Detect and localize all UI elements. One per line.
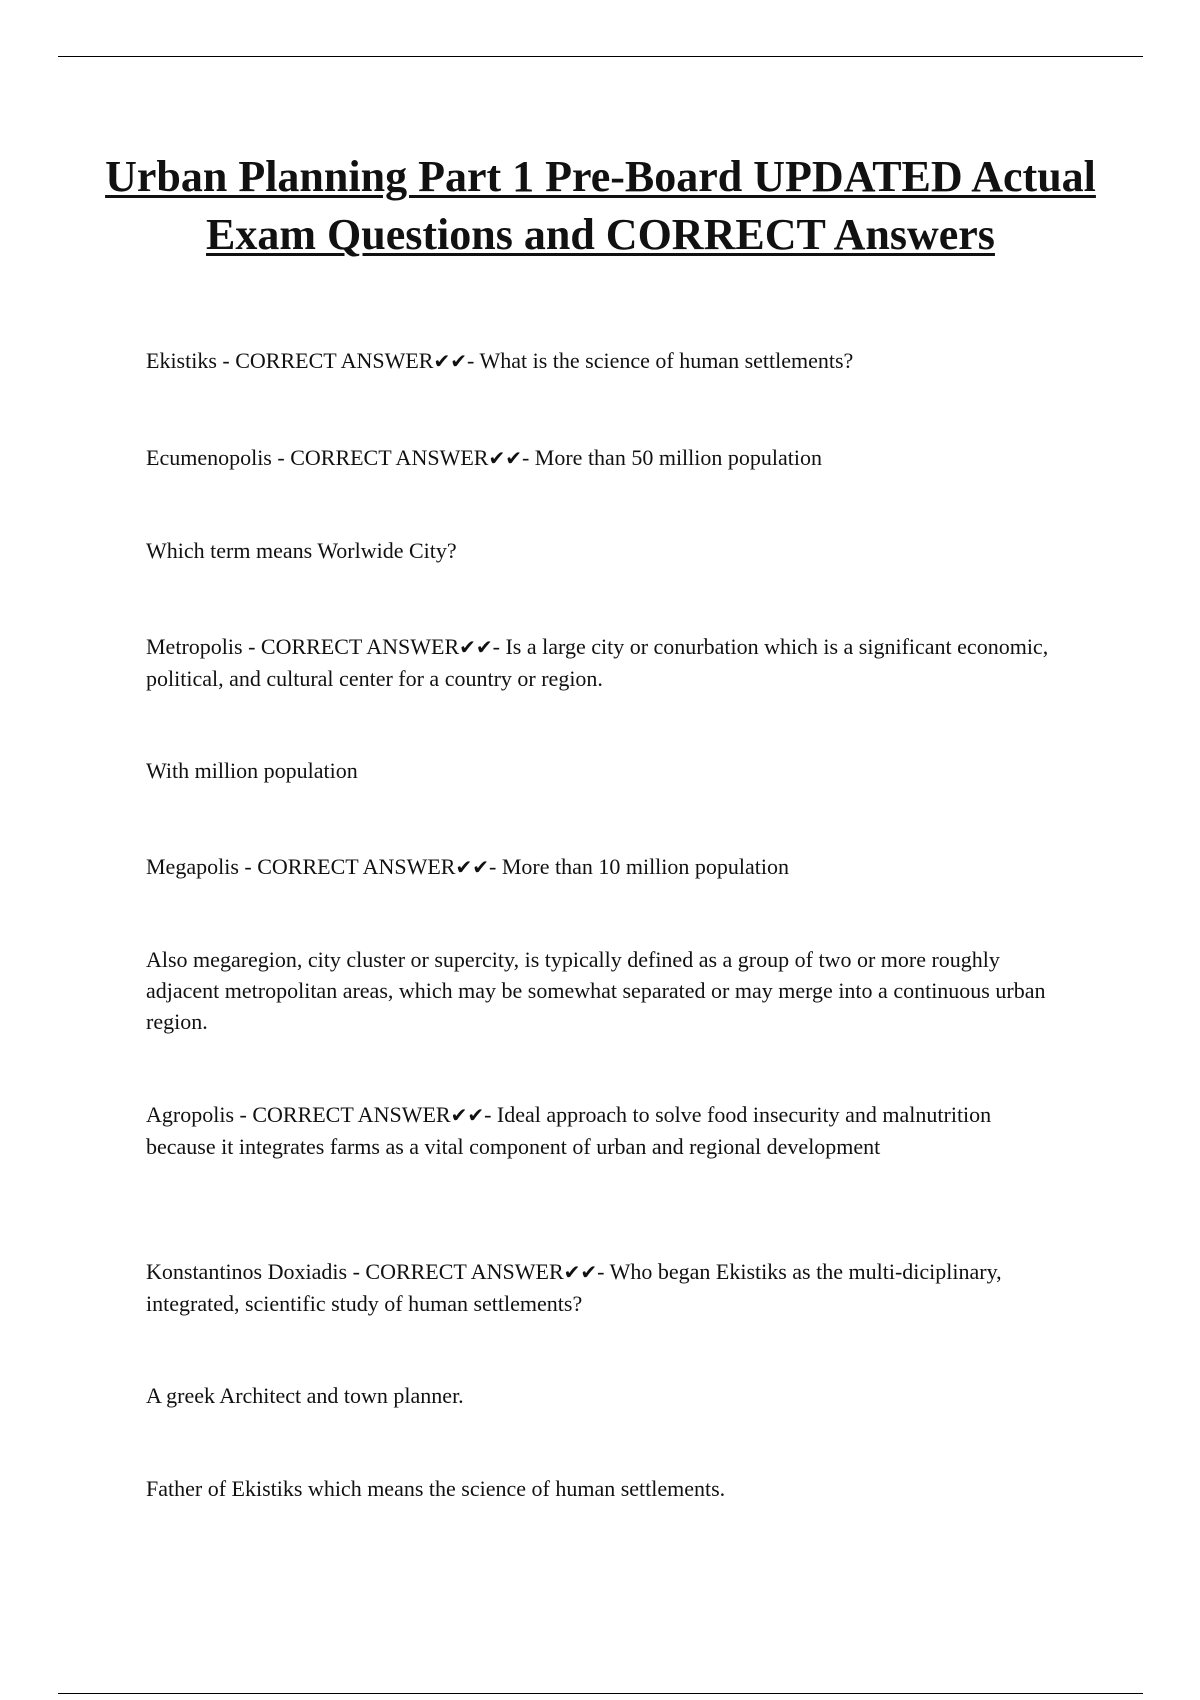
answer-label: CORRECT ANSWER <box>252 1102 451 1127</box>
term: Agropolis <box>146 1102 234 1127</box>
qa-entry-agropolis: Agropolis - CORRECT ANSWER✔✔- Ideal approach to solve food insecurity and malnutrition because it integrates farms as a vital component of urban and regional development <box>146 1102 992 1159</box>
answer-label: CORRECT ANSWER <box>290 445 489 470</box>
term: Ecumenopolis <box>146 445 272 470</box>
note-paragraph: Which term means Worlwide City? <box>146 538 457 563</box>
bottom-rule <box>58 1693 1143 1694</box>
answer-label: CORRECT ANSWER <box>257 854 456 879</box>
note-paragraph: A greek Architect and town planner. <box>146 1383 464 1408</box>
qa-entry-ecumenopolis: Ecumenopolis - CORRECT ANSWER✔✔- More than 50 million population <box>146 445 822 470</box>
definition: More than 10 million population <box>501 854 790 879</box>
note-paragraph: Also megaregion, city cluster or supercity, is typically defined as a group of two or more roughly adjacent metropolitan areas, which may be somewhat separated or may merge into a continuous urban region. <box>146 947 1046 1034</box>
note-paragraph: With million population <box>146 758 358 783</box>
term: Ekistiks <box>146 348 217 373</box>
term: Konstantinos Doxiadis <box>146 1259 348 1284</box>
answer-label: CORRECT ANSWER <box>235 348 434 373</box>
checkmark-icon: ✔✔ <box>455 855 489 879</box>
term: Megapolis <box>146 854 239 879</box>
definition: More than 50 million population <box>534 445 822 470</box>
definition: What is the science of human settlements? <box>479 348 854 373</box>
checkmark-icon: ✔✔ <box>459 635 493 659</box>
checkmark-icon: ✔✔ <box>450 1103 485 1127</box>
definition: Is a large city or conurbation which is a significant economic, political, and cultural center for a country or region. <box>146 634 1049 691</box>
top-rule <box>58 56 1143 57</box>
definition: Who began Ekistiks as the multi-diciplinary, integrated, scientific study of human settlements? <box>146 1259 1002 1316</box>
qa-entry-konstantinos-doxiadis: Konstantinos Doxiadis - CORRECT ANSWER✔✔- Who began Ekistiks as the multi-diciplinary, integrated, scientific study of human settlements? <box>146 1259 1002 1316</box>
checkmark-icon: ✔✔ <box>488 446 522 470</box>
definition: Ideal approach to solve food insecurity and malnutrition because it integrates farms as a vital component of urban and regional development <box>146 1102 992 1159</box>
term: Metropolis <box>146 634 243 659</box>
checkmark-icon: ✔✔ <box>433 349 467 373</box>
qa-entry-metropolis: Metropolis - CORRECT ANSWER✔✔- Is a large city or conurbation which is a significant economic, political, and cultural center for a country or region. <box>146 634 1049 691</box>
qa-entry-megapolis: Megapolis - CORRECT ANSWER✔✔- More than 10 million population <box>146 854 790 879</box>
note-paragraph: Father of Ekistiks which means the science of human settlements. <box>146 1476 726 1501</box>
document-title: Urban Planning Part 1 Pre-Board UPDATED Actual Exam Questions and CORRECT Answers <box>105 152 1096 259</box>
answer-label: CORRECT ANSWER <box>365 1259 564 1284</box>
checkmark-icon: ✔✔ <box>563 1260 598 1284</box>
qa-entry-ekistiks: Ekistiks - CORRECT ANSWER✔✔- What is the science of human settlements? <box>146 348 854 373</box>
answer-label: CORRECT ANSWER <box>260 634 460 659</box>
